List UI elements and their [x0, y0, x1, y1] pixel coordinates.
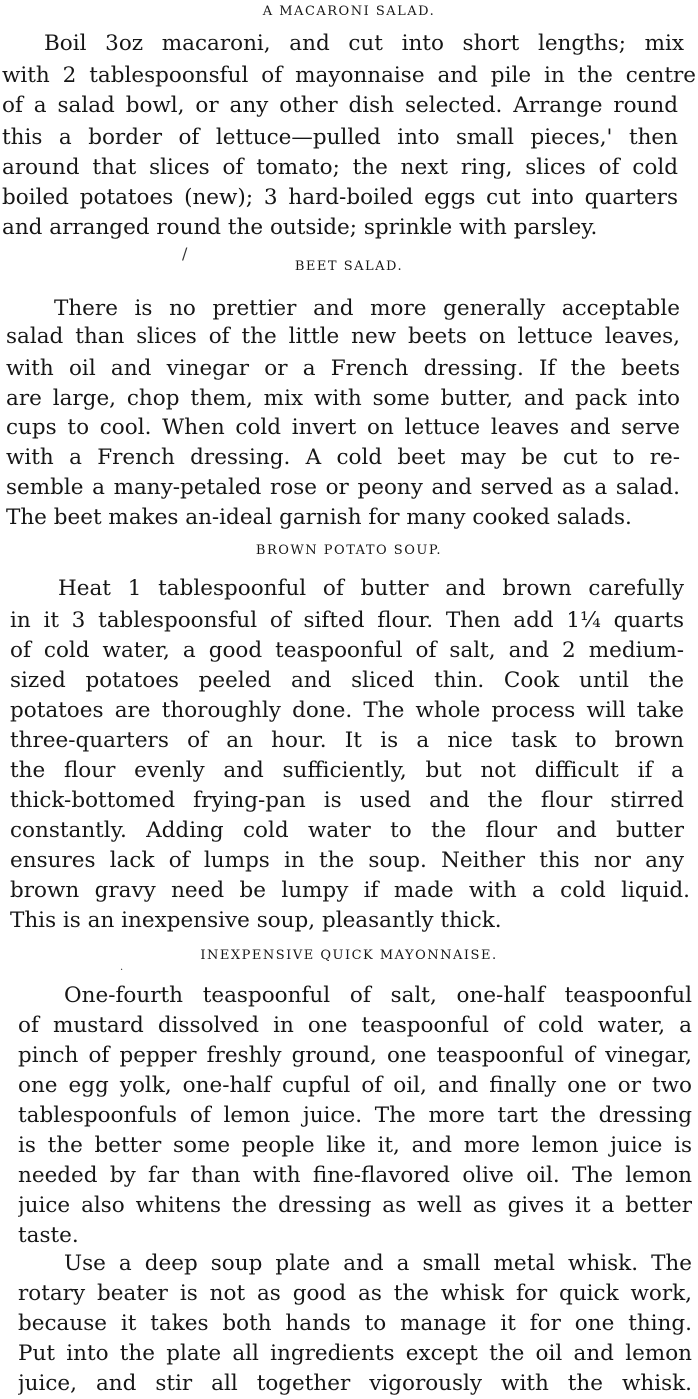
text-line: Use a deep soup plate and a small metal whisk. The — [64, 1251, 692, 1276]
text-line: is the better some people like it, and more lemon juice is — [18, 1133, 692, 1158]
text-line: tablespoonfuls of lemon juice. The more tart the dressing — [18, 1103, 692, 1128]
text-line: of mustard dissolved in one teaspoonful of cold water, a — [18, 1013, 692, 1038]
text-line: and arranged round the outside; sprinkle with parsley. — [2, 215, 598, 240]
text-line: needed by far than with fine-flavored olive oil. The lemon — [18, 1163, 692, 1188]
text-line: with oil and vinegar or a French dressing. If the beets — [6, 356, 680, 381]
text-line: cups to cool. When cold invert on lettuce leaves and serve — [6, 415, 680, 440]
stray-mark: . — [120, 962, 124, 973]
text-line: pinch of pepper freshly ground, one teaspoonful of vinegar, — [18, 1043, 692, 1068]
text-line: brown gravy need be lumpy if made with a cold liquid. — [10, 878, 690, 903]
section-title-beet-salad: BEET SALAD. — [294, 259, 404, 274]
text-line: are large, chop them, mix with some butter, and pack into — [6, 386, 680, 411]
text-line: salad than slices of the little new beets on lettuce leaves, — [6, 324, 680, 349]
text-line: Boil 3oz macaroni, and cut into short lengths; mix — [44, 31, 684, 56]
text-line: semble a many-petaled rose or peony and served as a salad. — [6, 475, 680, 500]
text-line: one egg yolk, one-half cupful of oil, and finally one or two — [18, 1073, 692, 1098]
text-line: potatoes are thoroughly done. The whole process will take — [10, 698, 684, 723]
text-line: of cold water, a good teaspoonful of salt, and 2 medium- — [10, 638, 684, 663]
text-line: with a French dressing. A cold beet may be cut to re- — [6, 445, 680, 470]
text-line: juice, and stir all together vigorously with the whisk. — [18, 1371, 692, 1396]
text-line: in it 3 tablespoonsful of sifted flour. Then add 1¼ quarts — [10, 608, 684, 633]
text-line: This is an inexpensive soup, pleasantly thick. — [10, 908, 502, 933]
text-line: with 2 tablespoonsful of mayonnaise and pile in the centre — [2, 63, 696, 88]
text-line: boiled potatoes (new); 3 hard-boiled eggs cut into quarters — [2, 185, 678, 210]
text-line: of a salad bowl, or any other dish selected. Arrange round — [2, 93, 678, 118]
text-line: the flour evenly and sufficiently, but not difficult if a — [10, 758, 684, 783]
section-title-macaroni-salad: A MACARONI SALAD. — [262, 4, 436, 19]
text-line: Put into the plate all ingredients except the oil and lemon — [18, 1341, 692, 1366]
text-line: sized potatoes peeled and sliced thin. Cook until the — [10, 668, 684, 693]
text-line: juice also whitens the dressing as well as gives it a better — [18, 1193, 692, 1218]
text-line: three-quarters of an hour. It is a nice task to brown — [10, 728, 684, 753]
section-title-brown-potato-soup: BROWN POTATO SOUP. — [255, 543, 443, 558]
stray-mark: / — [182, 244, 188, 263]
text-line: rotary beater is not as good as the whisk for quick work, — [18, 1281, 692, 1306]
section-title-quick-mayonnaise: INEXPENSIVE QUICK MAYONNAISE. — [200, 948, 498, 963]
text-line: around that slices of tomato; the next ring, slices of cold — [2, 155, 678, 180]
text-line: ensures lack of lumps in the soup. Neither this nor any — [10, 848, 684, 873]
text-line: this a border of lettuce—pulled into small pieces,' then — [2, 125, 678, 150]
text-line: There is no prettier and more generally acceptable — [54, 296, 680, 321]
text-line: constantly. Adding cold water to the flour and butter — [10, 818, 684, 843]
text-line: The beet makes an-ideal garnish for many cooked salads. — [6, 505, 632, 530]
text-line: One-fourth teaspoonful of salt, one-half teaspoonful — [64, 983, 692, 1008]
text-line: because it takes both hands to manage it for one thing. — [18, 1311, 692, 1336]
text-line: Heat 1 tablespoonful of butter and brown carefully — [58, 576, 684, 601]
text-line: thick-bottomed frying-pan is used and the flour stirred — [10, 788, 684, 813]
text-line: taste. — [18, 1223, 79, 1248]
